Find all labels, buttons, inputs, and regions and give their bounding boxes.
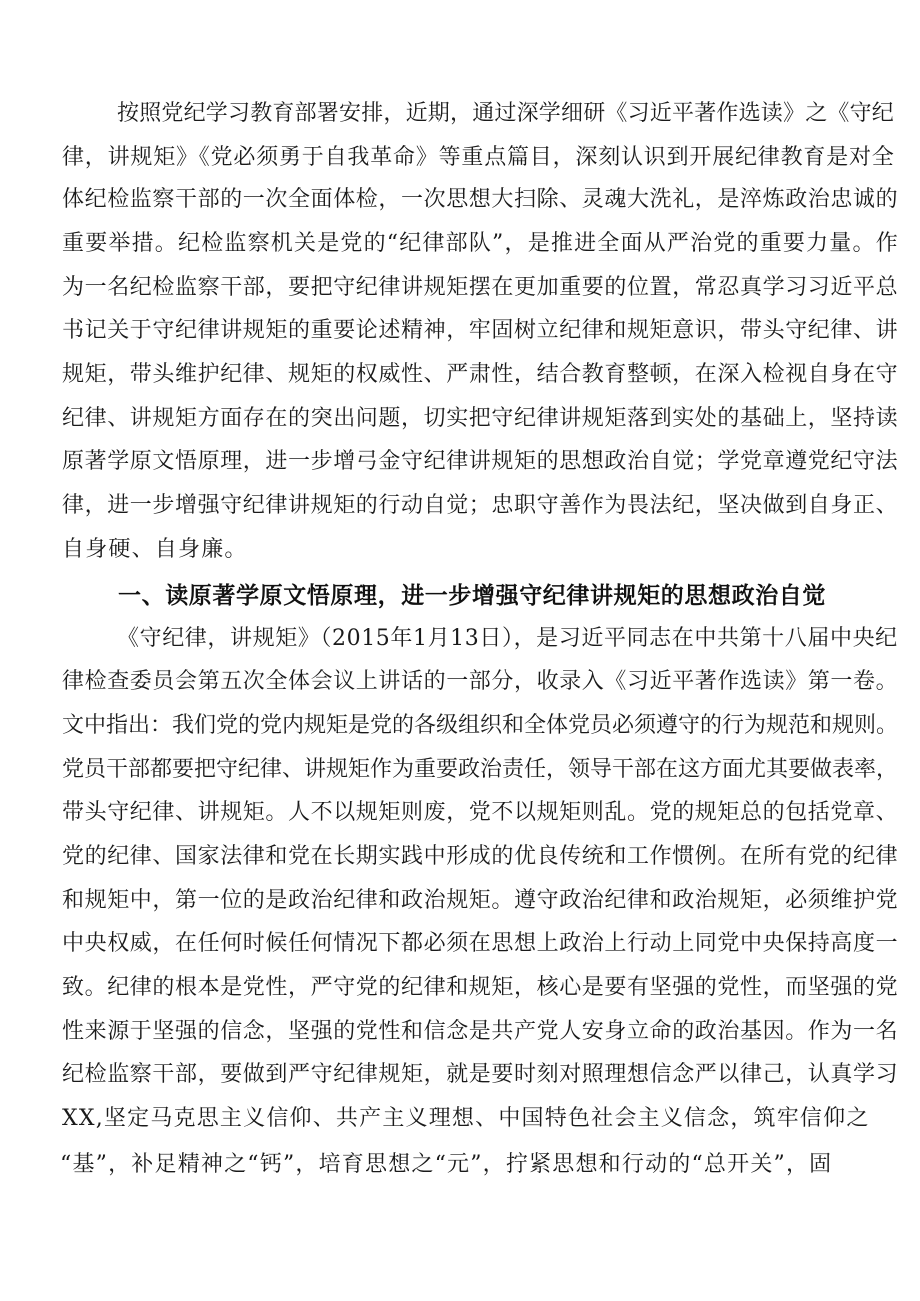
paragraph-1-line-4: 重要举措。纪检监察机关是党的“纪律部队”，是推进全面从严治党的重要力量。作: [62, 231, 899, 256]
paragraph-2-line-10: 性来源于坚强的信念，坚强的党性和信念是共产党人安身立命的政治基因。作为一名: [62, 1019, 899, 1044]
paragraph-1-line-10: 律，进一步增强守纪律讲规矩的行动自觉；忠职守善作为畏法纪，坚决做到自身正、: [62, 493, 899, 518]
paragraph-2-line-5: 带头守纪律、讲规矩。人不以规矩则废，党不以规矩则乱。党的规矩总的包括党章、: [62, 800, 899, 825]
paragraph-2-line-3: 文中指出：我们党的党内规矩是党的各级组织和全体党员必须遵守的行为规范和规则。: [62, 713, 899, 738]
paragraph-1-line-6: 书记关于守纪律讲规矩的重要论述精神，牢固树立纪律和规矩意识，带头守纪律、讲: [62, 318, 899, 343]
paragraph-2-line-6: 党的纪律、国家法律和党在长期实践中形成的优良传统和工作惯例。在所有党的纪律: [62, 844, 899, 869]
paragraph-2-line-4: 党员干部都要把守纪律、讲规矩作为重要政治责任，领导干部在这方面尤其要做表率，: [62, 757, 899, 782]
paragraph-1-line-7: 规矩，带头维护纪律、规矩的权威性、严肃性，结合教育整顿，在深入检视自身在守: [62, 362, 899, 387]
paragraph-2-line-2: 律检查委员会第五次全体会议上讲话的一部分，收录入《习近平著作选读》第一卷。: [62, 669, 899, 694]
paragraph-2-line-13: “基”，补足精神之“钙”，培育思想之“元”，拧紧思想和行动的“总开关”，固: [60, 1152, 833, 1177]
section-heading-1: 一、读原著学原文悟原理，进一步增强守纪律讲规矩的思想政治自觉: [118, 583, 826, 609]
paragraph-1-line-5: 为一名纪检监察干部，要把守纪律讲规矩摆在更加重要的位置，常忍真学习习近平总: [62, 275, 899, 300]
paragraph-1-line-11: 自身硬、自身廉。: [62, 537, 248, 562]
paragraph-2-line-11: 纪检监察干部，要做到严守纪律规矩，就是要时刻对照理想信念严以律己，认真学习: [62, 1062, 899, 1087]
paragraph-1-line-3: 体纪检监察干部的一次全面体检，一次思想大扫除、灵魂大洗礼，是淬炼政治忠诚的: [62, 187, 899, 212]
paragraph-1-line-9: 原著学原文悟原理，进一步增弓金守纪律讲规矩的思想政治自觉；学党章遵党纪守法: [62, 449, 899, 474]
paragraph-1-line-2: 律，讲规矩》《党必须勇于自我革命》等重点篇目，深刻认识到开展纪律教育是对全: [62, 145, 895, 170]
paragraph-2-line-1: 《守纪律，讲规矩》（2015年1月13日），是习近平同志在中共第十八届中央纪: [117, 626, 898, 651]
paragraph-2-line-12: XX,坚定马克思主义信仰、共产主义理想、中国特色社会主义信念，筑牢信仰之: [62, 1106, 870, 1131]
paragraph-2-line-9: 致。纪律的根本是党性，严守党的纪律和规矩，核心是要有坚强的党性，而坚强的党: [62, 975, 899, 1000]
paragraph-2-line-7: 和规矩中，第一位的是政治纪律和政治规矩。遵守政治纪律和政治规矩，必须维护党: [62, 888, 899, 913]
paragraph-2-line-8: 中央权威，在任何时候任何情况下都必须在思想上政治上行动上同党中央保持高度一: [62, 931, 899, 956]
paragraph-1-line-8: 纪律、讲规矩方面存在的突出问题，切实把守纪律讲规矩落到实处的基础上，坚持读: [62, 406, 899, 431]
paragraph-1-line-1: 按照党纪学习教育部署安排，近期，通过深学细研《习近平著作选读》之《守纪: [117, 101, 895, 126]
